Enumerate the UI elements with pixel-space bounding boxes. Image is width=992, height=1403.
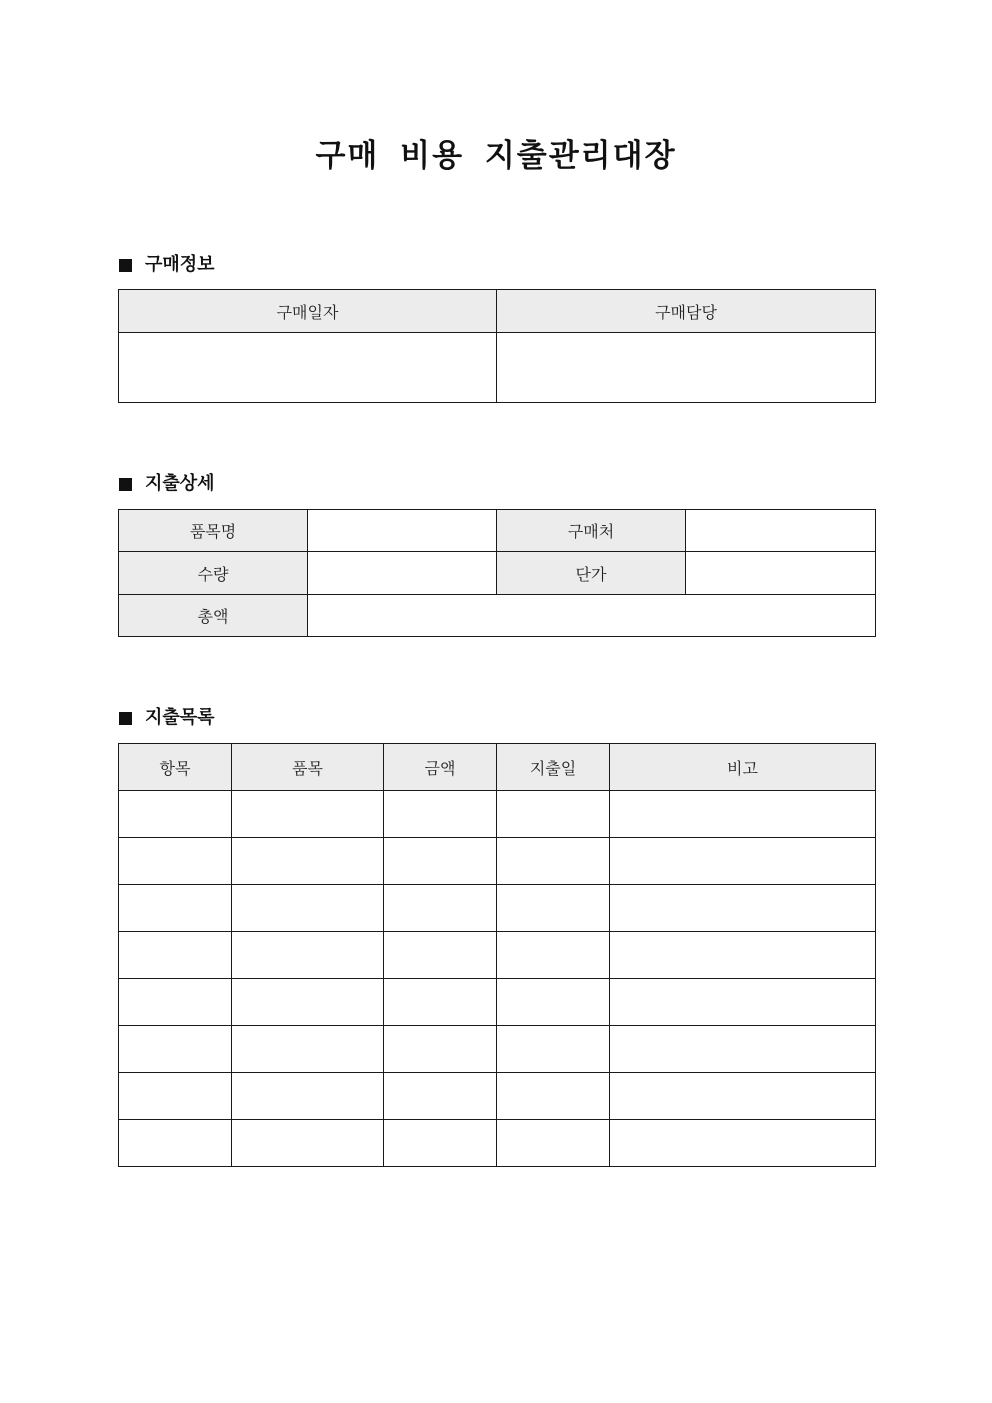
expense-detail-table [118,509,876,637]
item-cell[interactable] [232,838,384,885]
column-header-category: 항목 [119,744,232,791]
purchase-date-header: 구매일자 [119,290,497,333]
remarks-cell[interactable] [610,1073,876,1120]
remarks-cell[interactable] [610,1026,876,1073]
amount-cell[interactable] [384,1120,497,1167]
expense-date-cell[interactable] [497,932,610,979]
item-cell[interactable] [232,885,384,932]
column-header-remarks: 비고 [610,744,876,791]
category-cell[interactable] [119,979,232,1026]
item-name-field[interactable] [308,510,497,552]
expense-list-table [118,743,876,1167]
quantity-field[interactable] [308,552,497,595]
item-cell[interactable] [232,791,384,838]
category-cell[interactable] [119,838,232,885]
category-cell[interactable] [119,1026,232,1073]
purchase-info-table [118,289,876,403]
amount-cell[interactable] [384,1073,497,1120]
table-row [119,885,876,932]
table-row [119,791,876,838]
expense-list-body [119,791,876,1167]
remarks-cell[interactable] [610,1120,876,1167]
category-cell[interactable] [119,1073,232,1120]
remarks-cell[interactable] [610,838,876,885]
black-square-icon [119,712,132,725]
black-square-icon [119,478,132,491]
expense-date-cell[interactable] [497,838,610,885]
expense-date-cell[interactable] [497,1120,610,1167]
black-square-icon [119,259,132,272]
remarks-cell[interactable] [610,932,876,979]
item-cell[interactable] [232,1120,384,1167]
purchase-manager-field[interactable] [497,333,876,403]
amount-cell[interactable] [384,932,497,979]
amount-cell[interactable] [384,979,497,1026]
vendor-field[interactable] [686,510,876,552]
category-cell[interactable] [119,1120,232,1167]
vendor-label: 구매처 [497,510,686,552]
table-row [119,1026,876,1073]
column-header-amount: 금액 [384,744,497,791]
amount-cell[interactable] [384,791,497,838]
unit-price-label: 단가 [497,552,686,595]
item-name-label: 품목명 [119,510,308,552]
category-cell[interactable] [119,885,232,932]
total-field[interactable] [308,595,876,637]
table-row [119,1120,876,1167]
expense-date-cell[interactable] [497,1026,610,1073]
item-cell[interactable] [232,1026,384,1073]
amount-cell[interactable] [384,1026,497,1073]
remarks-cell[interactable] [610,885,876,932]
amount-cell[interactable] [384,885,497,932]
section-heading-expense-detail [119,472,215,496]
table-row [119,838,876,885]
column-header-item: 품목 [232,744,384,791]
category-cell[interactable] [119,932,232,979]
section-heading-expense-list [119,706,215,730]
amount-cell[interactable] [384,838,497,885]
section-heading-purchase-info [119,253,215,277]
item-cell[interactable] [232,932,384,979]
remarks-cell[interactable] [610,979,876,1026]
table-row [119,1073,876,1120]
expense-date-cell[interactable] [497,885,610,932]
section-heading-label: 구매정보 [145,254,215,275]
item-cell[interactable] [232,979,384,1026]
section-heading-label: 지출목록 [145,707,215,728]
item-cell[interactable] [232,1073,384,1120]
table-row [119,979,876,1026]
quantity-label: 수량 [119,552,308,595]
table-row [119,932,876,979]
expense-date-cell[interactable] [497,1073,610,1120]
page-title: 구매 비용 지출관리대장 [315,138,677,174]
unit-price-field[interactable] [686,552,876,595]
total-label: 총액 [119,595,308,637]
category-cell[interactable] [119,791,232,838]
expense-date-cell[interactable] [497,979,610,1026]
purchase-date-field[interactable] [119,333,497,403]
remarks-cell[interactable] [610,791,876,838]
expense-date-cell[interactable] [497,791,610,838]
column-header-expense-date: 지출일 [497,744,610,791]
section-heading-label: 지출상세 [145,473,215,494]
purchase-manager-header: 구매담당 [497,290,876,333]
